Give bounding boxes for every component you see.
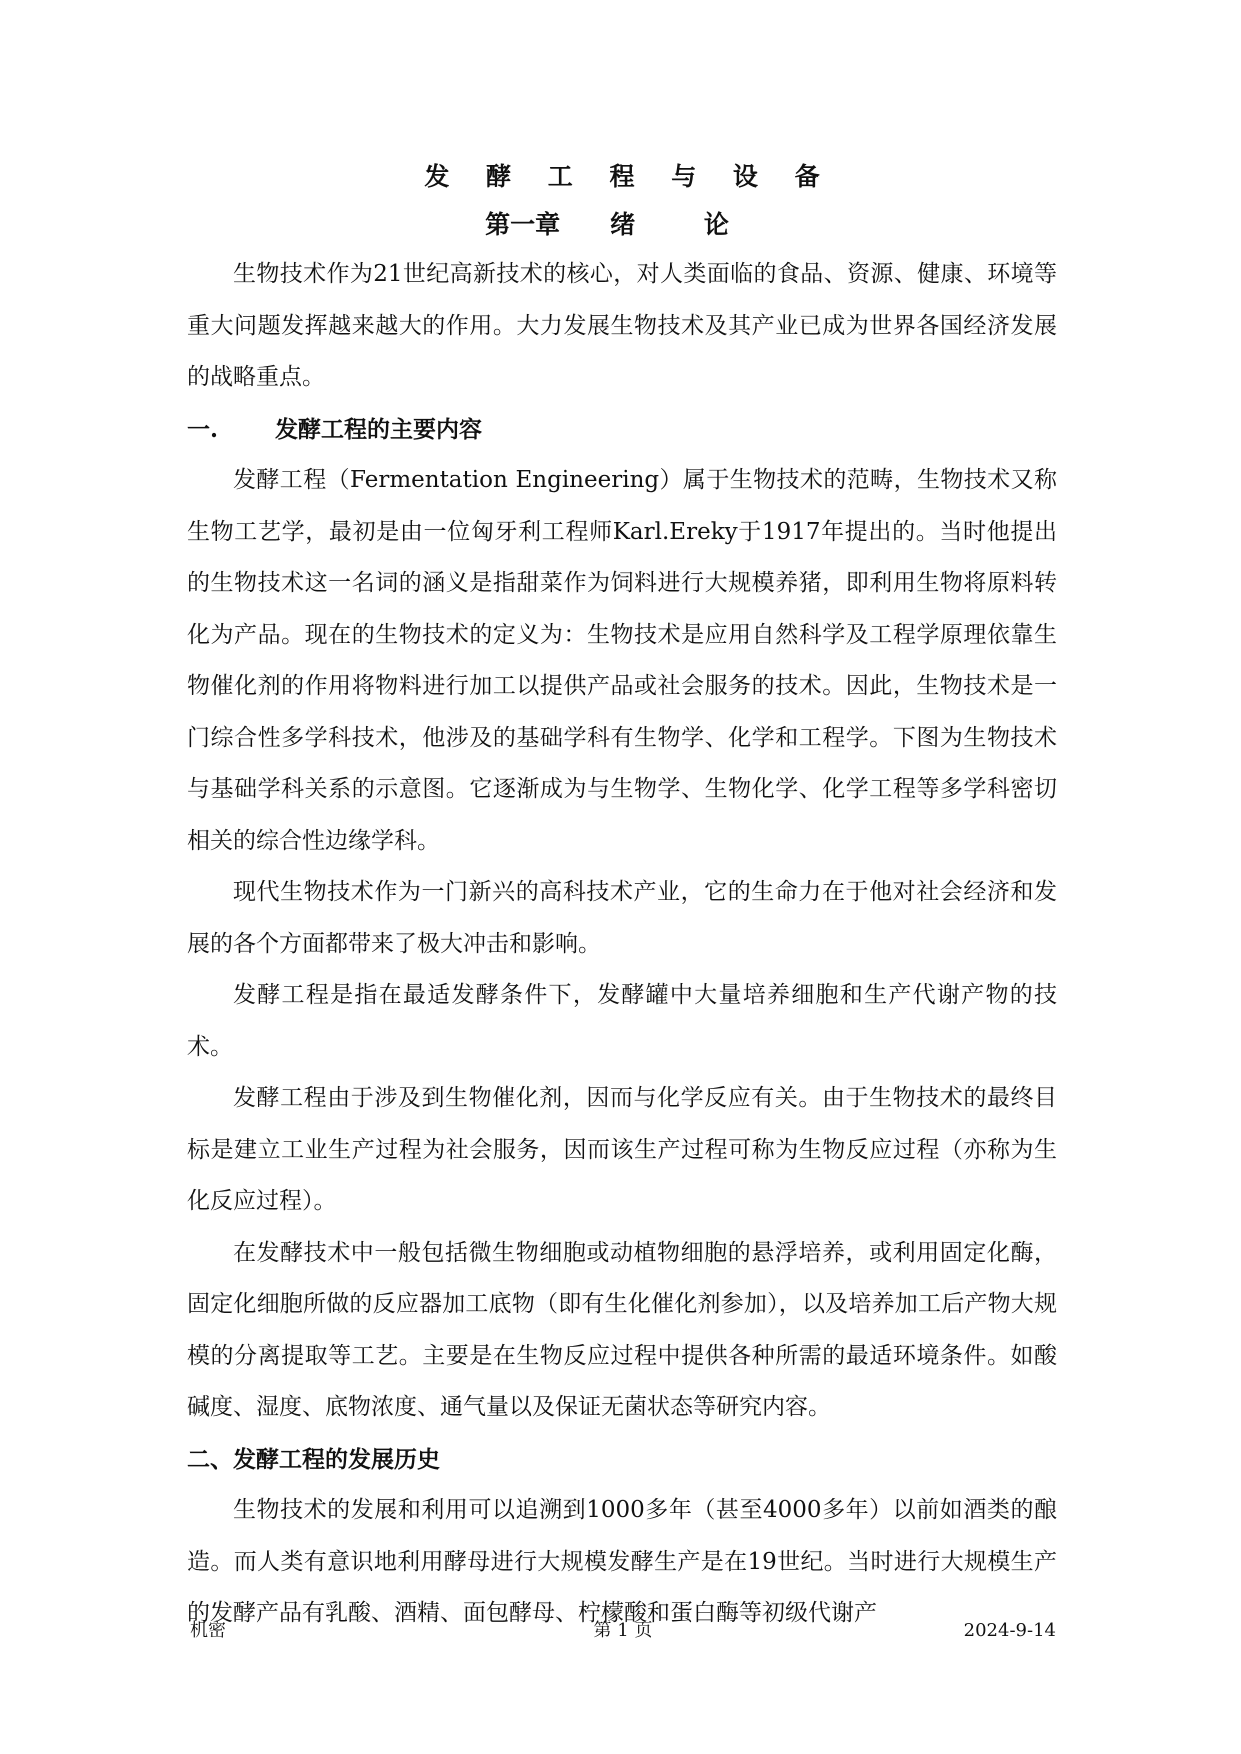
section-title: 发酵工程的主要内容 — [275, 415, 482, 443]
page-footer — [190, 1616, 1056, 1646]
footer-classification: 机密 — [190, 1620, 226, 1641]
paragraph: 在发酵技术中一般包括微生物细胞或动植物细胞的悬浮培养，或利用固定化酶，固定化细胞所做的反应器加工底物（即有生化催化剂参加），以及培养加工后产物大规模的分离提取等工艺。主要是在生物反应过程中提供各种所需的最适环境条件。如酸碱度、湿度、底物浓度、通气量以及保证无菌状态等研究内容。 — [187, 1239, 1057, 1420]
section-heading-1 — [187, 404, 1057, 456]
document-title: 发 酵 工 程 与 设 备 — [424, 162, 834, 191]
document-body — [187, 153, 1057, 1640]
paragraph: 发酵工程（Fermentation Engineering）属于生物技术的范畴，生物技术又称生物工艺学，最初是由一位匈牙利工程师Karl.Ereky于1917年提出的。当时他提出的生物技术这一名词的涵义是指甜菜作为饲料进行大规模养猪，即利用生物将原料转化为产品。现在的生物技术的定义为：生物技术是应用自然科学及工程学原理依靠生物催化剂的作用将物料进行加工以提供产品或社会服务的技术。因此，生物技术是一门综合性多学科技术，他涉及的基础学科有生物学、化学和工程学。下图为生物技术与基础学科关系的示意图。它逐渐成为与生物学、生物化学、化学工程等多学科密切相关的综合性边缘学科。 — [187, 467, 1057, 854]
paragraph: 现代生物技术作为一门新兴的高科技术产业，它的生命力在于他对社会经济和发展的各个方面都带来了极大冲击和影响。 — [187, 879, 1057, 957]
chapter-number: 第一章 — [485, 210, 561, 239]
intro-paragraph: 生物技术作为21世纪高新技术的核心，对人类面临的食品、资源、健康、环境等重大问题发挥越来越大的作用。大力发展生物技术及其产业已成为世界各国经济发展的战略重点。 — [187, 261, 1057, 390]
paragraph: 生物技术的发展和利用可以追溯到1000多年（甚至4000多年）以前如酒类的酿造。而人类有意识地利用酵母进行大规模发酵生产是在19世纪。当时进行大规模生产的发酵产品有乳酸、酒精、面包酵母、柠檬酸和蛋白酶等初级代谢产 — [187, 1497, 1057, 1626]
section-number: 一. — [187, 415, 219, 443]
chapter-heading — [187, 201, 1057, 249]
section-heading-2: 二、发酵工程的发展历史 — [187, 1445, 440, 1473]
paragraph: 发酵工程由于涉及到生物催化剂，因而与化学反应有关。由于生物技术的最终目标是建立工业生产过程为社会服务，因而该生产过程可称为生物反应过程（亦称为生化反应过程）。 — [187, 1085, 1057, 1214]
footer-page-number: 第 1 页 — [593, 1620, 653, 1641]
chapter-name: 绪 论 — [610, 210, 759, 239]
paragraph: 发酵工程是指在最适发酵条件下，发酵罐中大量培养细胞和生产代谢产物的技术。 — [187, 982, 1057, 1060]
footer-date: 2024-9-14 — [963, 1620, 1056, 1641]
